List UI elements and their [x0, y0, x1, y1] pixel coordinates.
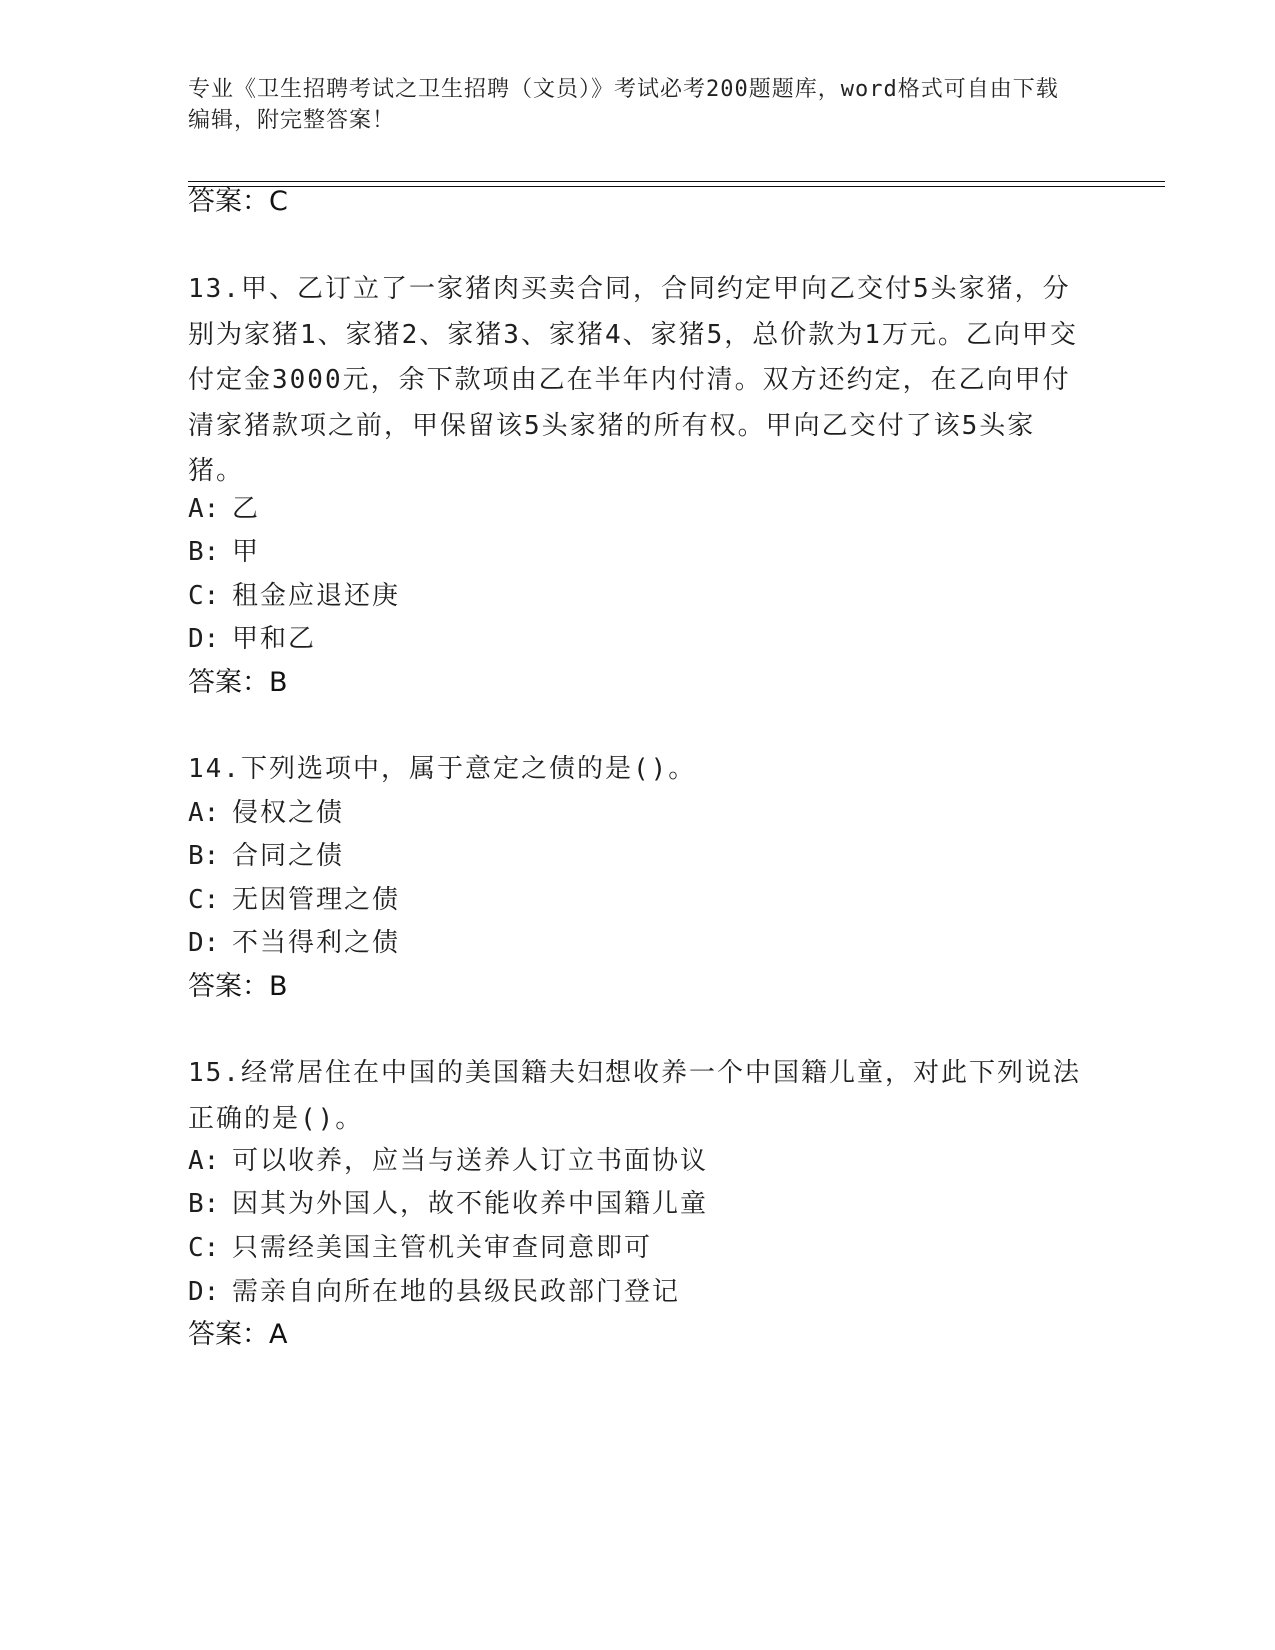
option-text: 甲和乙 [232, 624, 317, 654]
option-key: B: [188, 1189, 220, 1219]
option-text: 因其为外国人，故不能收养中国籍儿童 [232, 1189, 709, 1219]
question-14-option-b [188, 840, 344, 872]
question-13-option-c [188, 580, 400, 612]
question-13-stem: 13.甲、乙订立了一家猪肉买卖合同，合同约定甲向乙交付5头家猪，分别为家猪1、家猪2、家猪3、家猪4、家猪5，总价款为1万元。乙向甲交付定金3000元，余下款项由乙在半年内付清。双方还约定，在乙向甲付清家猪款项之前，甲保留该5头家猪的所有权。甲向乙交付了该5头家猪。 [188, 274, 1078, 486]
option-text: 不当得利之债 [232, 928, 401, 958]
option-key: D: [188, 624, 220, 654]
question-15-option-c [188, 1232, 652, 1264]
header-divider-top [188, 181, 1165, 182]
question-15-stem: 15.经常居住在中国的美国籍夫妇想收养一个中国籍儿童，对此下列说法正确的是()。 [188, 1058, 1081, 1134]
option-key: C: [188, 885, 220, 915]
question-15-option-d [188, 1276, 680, 1308]
question-13-option-b [188, 536, 260, 568]
question-13-option-a [188, 493, 260, 525]
question-14-option-a [188, 797, 344, 829]
option-key: B: [188, 841, 220, 871]
question-14-stem: 14.下列选项中，属于意定之债的是()。 [188, 754, 697, 784]
option-key: A: [188, 1146, 220, 1176]
option-text: 只需经美国主管机关审查同意即可 [232, 1233, 653, 1263]
option-text: 可以收养，应当与送养人订立书面协议 [232, 1146, 709, 1176]
option-key: A: [188, 798, 220, 828]
question-15-option-b [188, 1188, 708, 1220]
question-14-answer: 答案：B [188, 971, 288, 1002]
option-text: 租金应退还庚 [232, 581, 401, 611]
question-14-option-c [188, 884, 400, 916]
option-text: 无因管理之债 [232, 885, 401, 915]
question-14-option-d [188, 927, 400, 959]
option-key: B: [188, 537, 220, 567]
page-header: 专业《卫生招聘考试之卫生招聘（文员）》考试必考200题题库，word格式可自由下载编辑，附完整答案！ [188, 77, 1059, 133]
option-key: A: [188, 494, 220, 524]
option-key: D: [188, 1277, 220, 1307]
option-text: 侵权之债 [232, 798, 345, 828]
question-13-option-d [188, 623, 316, 655]
answer-line-12: 答案：C [188, 186, 288, 217]
option-text: 甲 [232, 537, 261, 567]
option-key: C: [188, 581, 220, 611]
option-text: 需亲自向所在地的县级民政部门登记 [232, 1277, 681, 1307]
header-divider-bottom [188, 186, 1165, 187]
option-text: 乙 [232, 494, 261, 524]
question-15-answer: 答案：A [188, 1319, 288, 1350]
question-13-answer: 答案：B [188, 667, 288, 698]
question-15-option-a [188, 1145, 708, 1177]
option-key: C: [188, 1233, 220, 1263]
option-key: D: [188, 928, 220, 958]
option-text: 合同之债 [232, 841, 345, 871]
